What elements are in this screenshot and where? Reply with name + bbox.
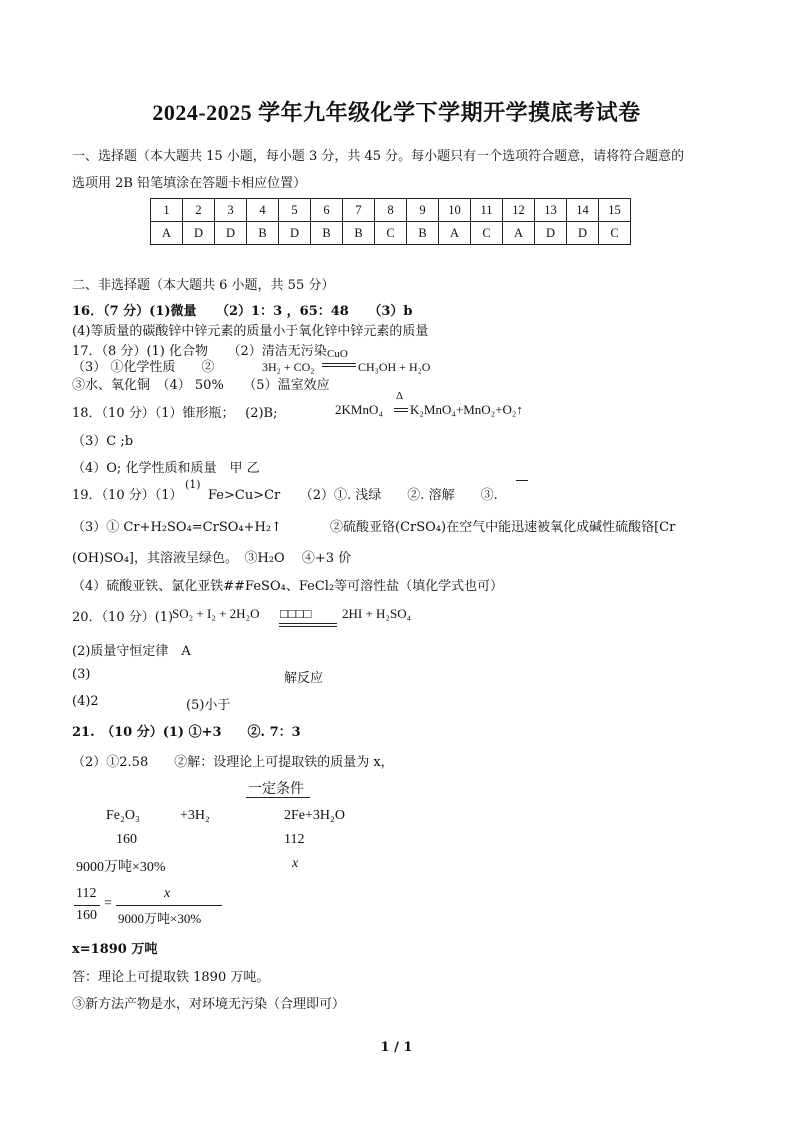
sec1-instructions-line2: 选项用 2B 铅笔填涂在答题卡相应位置） <box>72 176 307 191</box>
q19-line1-pre: 19．（10 分）（1） <box>72 488 183 503</box>
answer-table-number-cell: 8 <box>375 199 407 222</box>
sec2-heading: 二、非选择题（本大题共 6 小题，共 55 分） <box>72 278 335 293</box>
answer-table-number-cell: 13 <box>535 199 567 222</box>
q19-superscript: (1) <box>185 478 201 491</box>
answer-table-number-cell: 15 <box>599 199 631 222</box>
q21-line2: （2）①2.58 ②解：设理论上可提取铁的质量为 x， <box>72 755 394 770</box>
q16-line2: (4)等质量的碳酸锌中锌元素的质量小于氧化锌中锌元素的质量 <box>72 324 429 339</box>
q19-line2-pre: （3）① Cr+H₂SO₄=CrSO₄+H₂↑ <box>72 520 282 535</box>
answer-table-number-cell: 4 <box>247 199 279 222</box>
answer-table-number-row <box>151 199 631 222</box>
q21-given-mass: 9000万吨×30% <box>76 860 166 875</box>
answer-table-number-cell: 11 <box>471 199 503 222</box>
answer-table-answer-cell: C <box>471 222 503 245</box>
answer-table-answer-cell: D <box>567 222 599 245</box>
q21-reactant-fe2o3: Fe₂O₃ <box>106 808 140 823</box>
q20-equation-left: SO₂ + I₂ + 2H₂O <box>172 606 260 621</box>
q17-equation-reactants: 3H₂ + CO₂ <box>262 360 315 374</box>
answer-table-number-cell: 5 <box>279 199 311 222</box>
q18-equation-right: K₂MnO₄+MnO₂+O₂↑ <box>410 402 523 417</box>
q20-line4-left: (4)2 <box>72 694 99 709</box>
q17-line2: （3） ①化学性质 ② <box>72 360 215 375</box>
q20-line3-right: 解反应 <box>284 671 324 686</box>
answer-table-answer-row <box>151 222 631 245</box>
q20-equation-bar <box>279 623 337 627</box>
q21-reaction-condition: 一定条件 <box>248 781 304 797</box>
answer-table-number-cell: 7 <box>343 199 375 222</box>
q17-catalyst: CuO <box>327 348 348 360</box>
q21-reactant-h2: +3H₂ <box>180 808 210 823</box>
q18-line1: 18．（10 分）（1）锥形瓶； (2)B; <box>72 406 278 421</box>
q18-line2: （3）C ;b <box>72 434 134 449</box>
answer-table-number-cell: 14 <box>567 199 599 222</box>
page-number: 1 / 1 <box>380 1040 413 1055</box>
q16-line1: 16．（7 分）(1)微量 （2）1：3 ，65：48 （3）b <box>72 304 413 319</box>
answer-table-answer-cell: C <box>375 222 407 245</box>
answer-table-answer-cell: D <box>535 222 567 245</box>
q20-equation-condition: □□□□ <box>280 606 312 621</box>
answer-table-answer-cell: B <box>247 222 279 245</box>
answer-table-number-cell: 10 <box>439 199 471 222</box>
answer-table-number-cell: 9 <box>407 199 439 222</box>
answer-table-answer-cell: A <box>439 222 471 245</box>
q19-line3: (OH)SO₄]，其溶液呈绿色。 ③H₂O ④+3 价 <box>72 551 352 566</box>
q21-fraction1-denominator: 160 <box>76 908 97 923</box>
q19-line2-post: ②硫酸亚铬(CrSO₄)在空气中能迅速被氧化成碱性硫酸铬[Cr <box>330 520 676 535</box>
q18-equation-left: 2KMnO₄ <box>335 402 383 417</box>
answer-table-answer-cell: D <box>215 222 247 245</box>
answer-table-number-cell: 6 <box>311 199 343 222</box>
answer-table-answer-cell: D <box>183 222 215 245</box>
answer-table-number-cell: 12 <box>503 199 535 222</box>
sec1-instructions-line1: 一、选择题（本大题共 15 小题，每小题 3 分，共 45 分。每小题只有一个选项符合题意，请将符合题意的 <box>72 149 685 164</box>
q21-line1: 21. （10 分）(1) ①+3 ②. 7：3 <box>72 725 301 740</box>
q20-line1-pre: 20．（10 分）(1) <box>72 610 174 625</box>
q19-line1-post: Fe>Cu>Cr （2）①. 浅绿 ②. 溶解 ③. <box>208 488 498 503</box>
q21-molar-mass-fe2o3: 160 <box>116 832 137 847</box>
answer-table-answer-cell: A <box>151 222 183 245</box>
q21-line-final: ③新方法产物是水，对环境无污染（合理即可） <box>72 997 346 1012</box>
q20-line3-left: (3) <box>72 667 91 682</box>
q21-result: x=1890 万吨 <box>72 942 158 957</box>
q21-unknown-x: x <box>292 856 299 871</box>
answer-table-answer-cell: B <box>311 222 343 245</box>
q20-line2: (2)质量守恒定律 A <box>72 644 191 659</box>
answer-table-answer-cell: B <box>407 222 439 245</box>
q20-equation-right: 2HI + H₂SO₄ <box>342 606 412 621</box>
answer-table-answer-cell: B <box>343 222 375 245</box>
q19-blank-mark <box>516 480 528 481</box>
q21-molar-mass-fe: 112 <box>284 832 305 847</box>
answer-table-answer-cell: C <box>599 222 631 245</box>
q21-reaction-bar <box>246 797 310 798</box>
q21-answer: 答：理论上可提取铁 1890 万吨。 <box>72 970 270 985</box>
q18-line3: （4）O; 化学性质和质量 甲 乙 <box>72 461 260 476</box>
q17-line1: 17．（8 分）(1) 化合物 （2）清洁无污染 <box>72 344 327 359</box>
q21-fraction2-denominator: 9000万吨×30% <box>118 911 202 926</box>
q20-line4-right: (5)小于 <box>186 698 231 713</box>
answer-table-answer-cell: A <box>503 222 535 245</box>
q17-equation-products: CH₃OH + H₂O <box>358 360 431 374</box>
answer-table-number-cell: 2 <box>183 199 215 222</box>
answer-table-number-cell: 3 <box>215 199 247 222</box>
answer-table <box>150 198 631 245</box>
q19-line4: （4）硫酸亚铁、氯化亚铁##FeSO₄、FeCl₂等可溶性盐（填化学式也可） <box>72 579 504 594</box>
q17-line3: ③水、氧化铜 （4） 50% （5）温室效应 <box>72 378 330 393</box>
page-title: 2024-2025 学年九年级化学下学期开学摸底考试卷 <box>152 100 641 125</box>
q21-fraction1-bar <box>74 905 100 906</box>
answer-table-answer-cell: D <box>279 222 311 245</box>
q18-heat-symbol: Δ <box>396 390 404 402</box>
answer-table-number-cell: 1 <box>151 199 183 222</box>
q17-equation-bar <box>322 363 356 367</box>
q21-fraction1-numerator: 112 <box>76 886 97 901</box>
q18-equation-bar <box>394 408 408 412</box>
q21-products: 2Fe+3H₂O <box>284 808 345 823</box>
q21-fraction-equals: = <box>104 896 112 911</box>
q21-fraction2-numerator: x <box>164 886 171 901</box>
q21-fraction2-bar <box>116 905 222 906</box>
